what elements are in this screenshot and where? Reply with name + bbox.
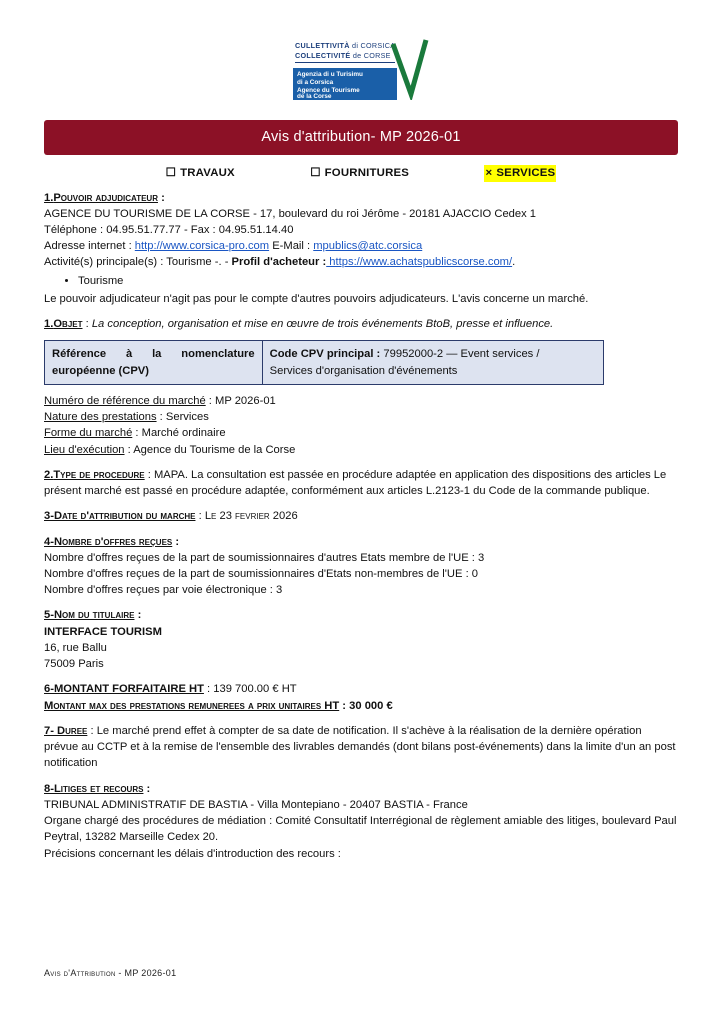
market-reference-line xyxy=(44,393,678,409)
nature-label: Nature des prestations xyxy=(44,411,157,424)
logo-sub-line-1: Agenzia di u Turisimu xyxy=(297,71,363,78)
logo-line-french-strong: COLLECTIVITÉ xyxy=(295,51,351,60)
spacer xyxy=(44,458,678,467)
forme-line xyxy=(44,425,678,441)
buyer-phone: Téléphone : 04.95.51.77.77 - Fax : 04.95.51.14.40 xyxy=(44,224,294,236)
cpv-code-label: Code CPV principal : xyxy=(269,348,384,361)
section-objet-text: La conception, organisation et mise en œuvre de trois événements BtoB, presse et influence. xyxy=(91,318,554,331)
mediation-line: Organe chargé des procédures de médiation : Comité Consultatif Interrégional de règlement amiable des litiges, boulevard Paul Peytral, 13282 Marseille Cedex 20. xyxy=(44,815,677,844)
section-date-heading: 3-Date d'attribution du marche xyxy=(44,510,196,523)
section-1-number: 1. xyxy=(44,191,54,204)
section-objet-title: Objet xyxy=(53,318,83,331)
checkbox-fournitures[interactable] xyxy=(310,165,409,182)
offres-electronique-line: Nombre d'offres reçues par voie électronique : 3 xyxy=(44,584,283,597)
checkmark-icon xyxy=(389,38,429,100)
section-duree-sep: : xyxy=(87,724,97,737)
buyer-note: Le pouvoir adjudicateur n'agit pas pour le compte d'autres pouvoirs adjudicateurs. L'avis concerne un marché. xyxy=(44,292,589,305)
section-duree-body: Le marché prend effet à compter de sa date de notification. Il s'achève à la réalisation de la dernière opération prévue au CCTP et à la remise de l'ensemble des livrables demandés (dont bilans post-événements) dans la limite d'un an post notification xyxy=(44,724,676,770)
buyer-website-link[interactable]: http://www.corsica-pro.com xyxy=(134,240,270,253)
nature-value: : Services xyxy=(156,411,209,424)
section-litiges-title: 8-Litiges et recours xyxy=(44,782,144,795)
section-objet-heading xyxy=(44,316,678,332)
spacer xyxy=(44,598,678,607)
buyer-activity-label: Activité(s) principale(s) : Tourisme -. - xyxy=(44,256,232,269)
spacer xyxy=(44,772,678,781)
section-procedure-sep: : xyxy=(144,468,154,481)
spacer xyxy=(44,499,678,508)
forme-value: : Marché ordinaire xyxy=(132,427,226,440)
lieu-line xyxy=(44,442,678,458)
titulaire-address-2: 75009 Paris xyxy=(44,658,104,671)
logo-top-block xyxy=(293,38,397,66)
recours-line: Précisions concernant les délais d'introduction des recours : xyxy=(44,847,341,860)
spacer xyxy=(44,714,678,723)
contract-type-row xyxy=(44,165,678,182)
logo-sub-line-4: de la Corse xyxy=(297,93,332,100)
table-row xyxy=(45,341,604,384)
collectivite-de-corse-logo xyxy=(293,38,429,100)
section-litiges-heading xyxy=(44,781,678,797)
section-objet-number: 1. xyxy=(44,318,54,331)
buyer-email-link[interactable]: mpublics@atc.corsica xyxy=(313,240,423,253)
nature-line xyxy=(44,409,678,425)
lieu-value: : Agence du Tourisme de la Corse xyxy=(124,443,296,456)
page-footer: Avis d'Attribution - MP 2026-01 xyxy=(44,968,177,978)
montant-max-line xyxy=(44,698,678,714)
section-1-suffix: : xyxy=(158,191,165,204)
cpv-table xyxy=(44,340,604,384)
cpv-code-line1 xyxy=(270,346,596,362)
buyer-internet-label: Adresse internet : xyxy=(44,240,135,253)
logo-divider xyxy=(295,62,395,63)
buyer-internet-line xyxy=(44,238,678,254)
spacer xyxy=(44,307,678,316)
cpv-label-line1: Référence à la nomenclature xyxy=(52,348,255,361)
montant-forfaitaire-value: : 139 700.00 € HT xyxy=(203,683,297,696)
buyer-activity-line xyxy=(44,254,678,270)
offres-ue-line: Nombre d'offres reçues de la part de soumissionnaires d'autres Etats membre de l'UE : 3 xyxy=(44,551,485,564)
buyer-profile-label: Profil d'acheteur : xyxy=(231,256,327,269)
montant-forfaitaire-label: 6-MONTANT FORFAITAIRE HT xyxy=(44,683,204,696)
section-procedure-title: Type de procedure xyxy=(53,468,145,481)
logo-line-corsican-strong: CULLETTIVITÀ xyxy=(295,41,350,50)
section-titulaire-heading xyxy=(44,607,678,623)
logo-sub-line-3: Agence du Tourisme xyxy=(297,87,360,94)
buyer-profile-suffix: . xyxy=(512,256,516,269)
section-1-title: Pouvoir adjudicateur xyxy=(53,191,158,204)
spacer xyxy=(44,672,678,681)
spacer xyxy=(44,525,678,534)
section-procedure xyxy=(44,467,678,499)
section-procedure-body: MAPA. La consultation est passée en procédure adaptée en application des dispositions des articles Le présent marché est passé en procédure adaptée, conformément aux articles L.2123-1 du Code de la commande publique. xyxy=(44,468,667,498)
section-duree xyxy=(44,723,678,772)
lieu-label: Lieu d'exécution xyxy=(44,443,125,456)
titulaire-address-1: 16, rue Ballu xyxy=(44,641,107,654)
checkbox-travaux-label: TRAVAUX xyxy=(180,167,235,179)
section-objet-sep: : xyxy=(82,318,92,331)
section-duree-heading: 7- Duree xyxy=(44,724,88,737)
logo-blue-band xyxy=(293,68,397,100)
section-date-sep: : xyxy=(195,510,205,523)
document-body xyxy=(0,165,722,862)
cpv-code-cell xyxy=(262,341,603,384)
page-title: Avis d'attribution- MP 2026-01 xyxy=(44,120,678,155)
checkbox-travaux-box: ☐ xyxy=(165,167,177,179)
logo-line-french-rest: de CORSE xyxy=(352,51,391,60)
checkbox-travaux[interactable] xyxy=(166,165,235,182)
titulaire-name: INTERFACE TOURISM xyxy=(44,625,162,638)
section-titulaire-sep: : xyxy=(134,609,142,622)
section-date-value: Le 23 fevrier 2026 xyxy=(204,510,298,523)
checkbox-services[interactable] xyxy=(484,165,556,182)
activity-bullet-list xyxy=(44,273,678,289)
checkbox-fournitures-label: FOURNITURES xyxy=(324,167,410,179)
logo-line-corsican-rest: di CORSICA xyxy=(352,41,396,50)
logo-sub-line-2: di a Corsica xyxy=(297,79,334,86)
cpv-code-line2: Services d'organisation d'événements xyxy=(269,364,458,377)
logo-line-corsican xyxy=(295,41,395,50)
market-reference-label: Numéro de référence du marché xyxy=(44,394,206,407)
forme-label: Forme du marché xyxy=(44,427,133,440)
section-offres-title: 4-Nombre d'offres reçues xyxy=(44,535,173,548)
checkbox-services-label: SERVICES xyxy=(496,167,556,179)
checkbox-fournitures-box: ☐ xyxy=(310,167,321,179)
montant-forfaitaire-line xyxy=(44,681,678,697)
cpv-nomenclature-cell xyxy=(45,341,263,384)
cpv-code-value: 79952000-2 — Event services / xyxy=(383,348,540,361)
market-reference-value: : MP 2026-01 xyxy=(205,394,276,407)
section-procedure-number: 2. xyxy=(44,468,54,481)
logo-line-french xyxy=(295,51,391,60)
cpv-label-line2: européenne (CPV) xyxy=(52,364,149,377)
section-date-attribution xyxy=(44,508,678,524)
section-1-heading xyxy=(44,190,678,206)
checkbox-services-mark: × xyxy=(485,167,493,179)
logo-header xyxy=(0,0,722,100)
tribunal-line: TRIBUNAL ADMINISTRATIF DE BASTIA - Villa Montepiano - 20407 BASTIA - France xyxy=(44,798,468,811)
buyer-email-label: E-Mail : xyxy=(269,240,314,253)
section-offres-sep: : xyxy=(172,535,180,548)
offres-non-ue-line: Nombre d'offres reçues de la part de soumissionnaires d'Etats non-membres de l'UE : 0 xyxy=(44,567,479,580)
buyer-profile-link[interactable]: https://www.achatspublicscorse.com/ xyxy=(326,256,513,269)
list-item: • Tourisme xyxy=(78,273,678,289)
section-offres-heading xyxy=(44,534,678,550)
montant-max-label: Montant max des prestations remunerees a prix unitaires HT xyxy=(44,699,340,712)
section-litiges-sep: : xyxy=(143,782,151,795)
section-titulaire-title: 5-Nom du titulaire xyxy=(44,609,135,622)
buyer-address: AGENCE DU TOURISME DE LA CORSE - 17, boulevard du roi Jérôme - 20181 AJACCIO Cedex 1 xyxy=(44,207,537,220)
montant-max-value: : 30 000 € xyxy=(339,699,393,712)
